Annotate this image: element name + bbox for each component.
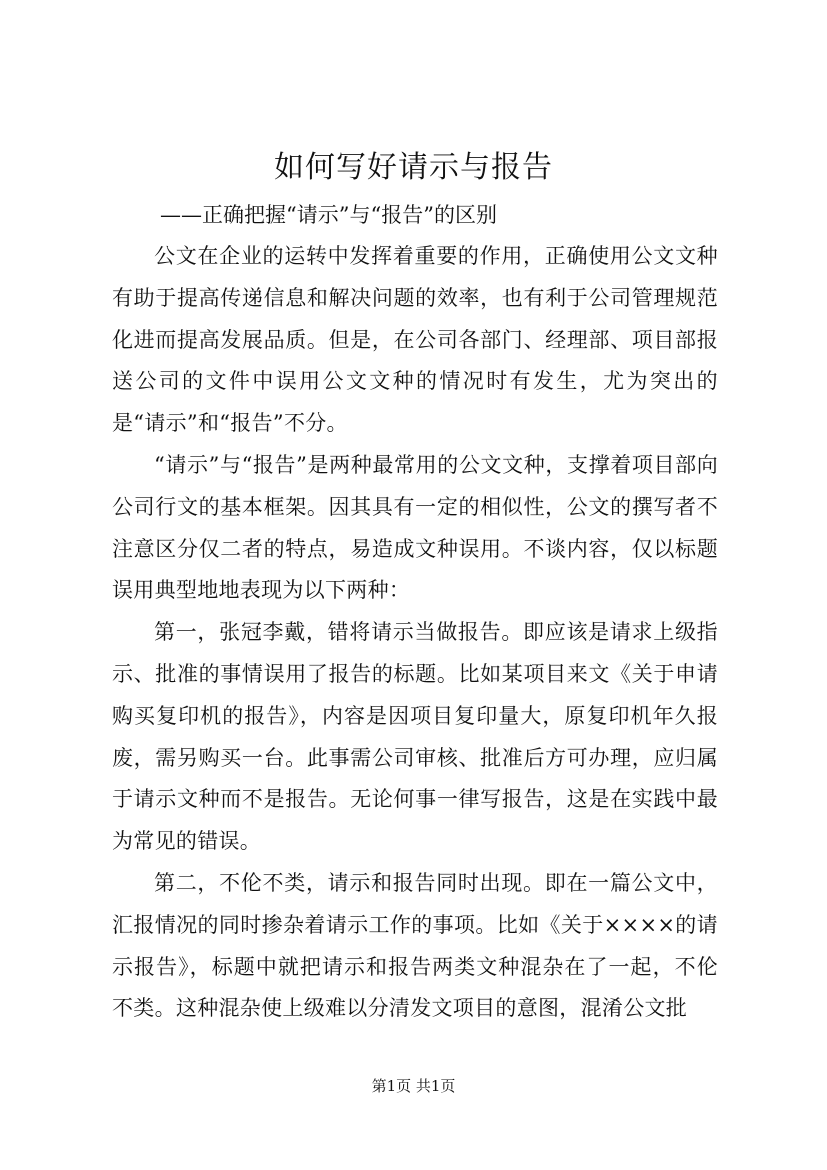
page-number-label: 第1页 共1页	[371, 1077, 456, 1095]
paragraph-3: 第一，张冠李戴，错将请示当做报告。即应该是请求上级指示、批准的事情误用了报告的标题。比如某项目来文《关于申请购买复印机的报告》，内容是因项目复印量大，原复印机年久报废，需另购买一台。此事需公司审核、批准后方可办理，应归属于请示文种而不是报告。无论何事一律写报告，这是在实践中最为常见的错误。	[112, 620, 718, 854]
document-body	[112, 236, 718, 1030]
paragraph-2: “请示”与“报告”是两种最常用的公文文种，支撑着项目部向公司行文的基本框架。因其具有一定的相似性，公文的撰写者不注意区分仅二者的特点，易造成文种误用。不谈内容，仅以标题误用典型地地表现为以下两种：	[112, 452, 718, 603]
document-title: 如何写好请示与报告	[274, 150, 553, 185]
paragraph-4: 第二，不伦不类，请示和报告同时出现。即在一篇公文中，汇报情况的同时掺杂着请示工作的事项。比如《关于××××的请示报告》，标题中就把请示和报告两类文种混杂在了一起，不伦不类。这种混杂使上级难以分清发文项目的意图，混淆公文批	[112, 870, 718, 1021]
paragraph-1: 公文在企业的运转中发挥着重要的作用，正确使用公文文种有助于提高传递信息和解决问题的效率，也有利于公司管理规范化进而提高发展品质。但是，在公司各部门、经理部、项目部报送公司的文件中误用公文文种的情况时有发生，尤为突出的是“请示”和“报告”不分。	[112, 244, 718, 436]
page-footer	[0, 1076, 827, 1096]
document-subtitle: ——正确把握“请示”与“报告”的区别	[160, 203, 497, 227]
